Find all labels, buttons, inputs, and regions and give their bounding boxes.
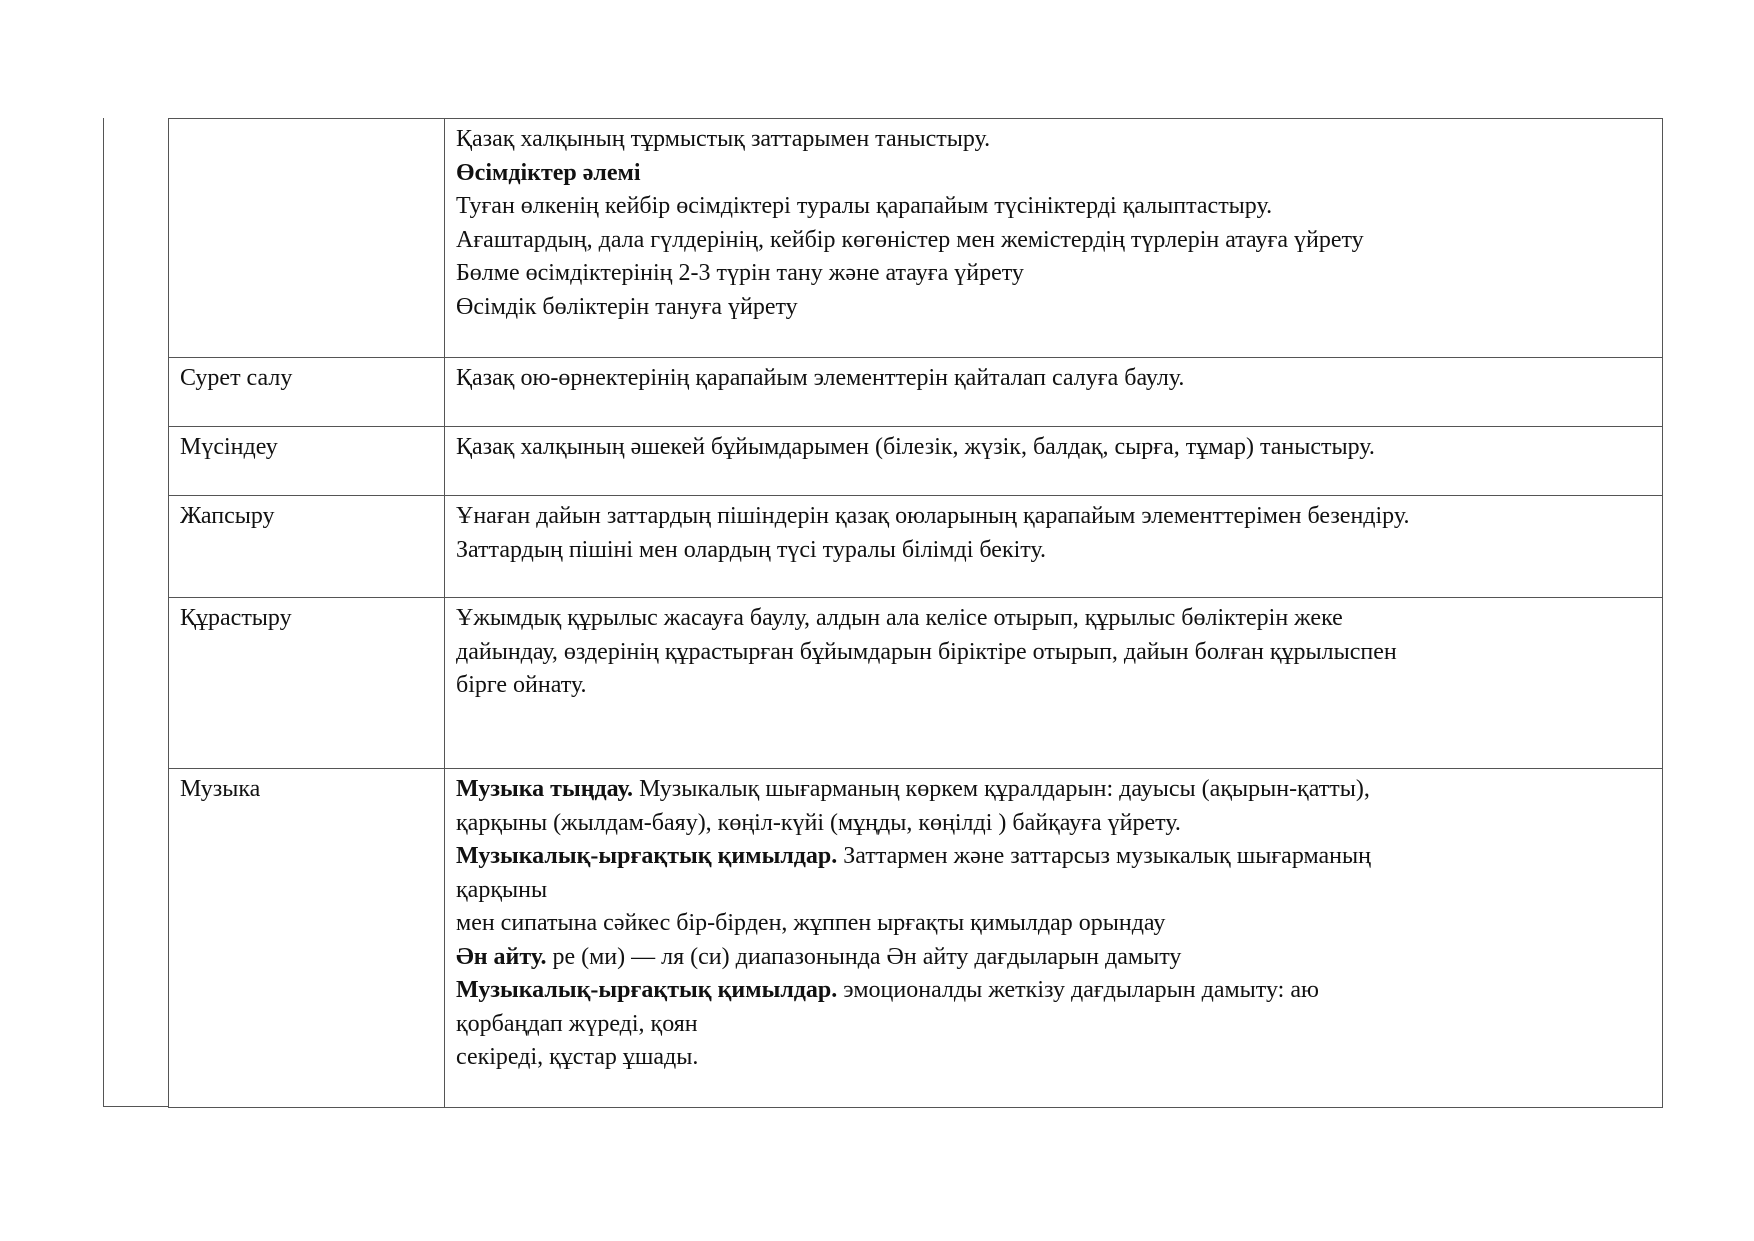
content-line: секіреді, құстар ұшады.	[456, 1044, 699, 1070]
content-line: Ұжымдық құрылыс жасауға баулу, алдын ала келісе отырып, құрылыс бөліктерін жеке	[456, 605, 1343, 631]
content-cell	[445, 427, 1663, 496]
content-cell	[445, 598, 1663, 769]
content-cell	[445, 496, 1663, 598]
content-line: қарқыны (жылдам-баяу), көңіл-күйі (мұңды, көңілді ) байқауға үйрету.	[456, 809, 1181, 836]
content-line: Музыка тыңдау. Музыкалық шығарманың көркем құралдарын: дауысы (ақырын-қатты),	[456, 776, 1370, 802]
content-line: қарқыны	[456, 876, 548, 903]
table-row	[169, 427, 1663, 496]
content-line: дайындау, өздерінің құрастырған бұйымдарын біріктіре отырып, дайын болған құрылыспен	[456, 638, 1397, 665]
content-line	[456, 157, 1652, 191]
content-line: бірге ойнату.	[456, 672, 587, 698]
content-line: Туған өлкенің кейбір өсімдіктері туралы қарапайым түсініктерді қалыптастыру.	[456, 193, 1273, 219]
table-row	[169, 119, 1663, 358]
curriculum-table	[168, 118, 1663, 1108]
content-cell	[445, 119, 1663, 358]
table-row	[169, 358, 1663, 427]
content-line: Ағаштардың, дала гүлдерінің, кейбір көгөністер мен жемістердің түрлерін атауға үйрету	[456, 226, 1364, 253]
content-line: Заттардың пішіні мен олардың түсі туралы білімді бекіту.	[456, 536, 1047, 563]
content-line: мен сипатына сәйкес бір-бірден, жұппен ырғақты қимылдар орындау	[456, 910, 1166, 936]
content-line: Өсімдік бөліктерін тануға үйрету	[456, 293, 798, 320]
content-line: Бөлме өсімдіктерінің 2-3 түрін тану және атауға үйрету	[456, 260, 1024, 286]
subject-cell: Музыка	[169, 769, 445, 1108]
content-cell	[445, 769, 1663, 1108]
table-row	[169, 496, 1663, 598]
subject-cell: Мүсіндеу	[169, 427, 445, 496]
content-line: Музыкалық-ырғақтық қимылдар. Заттармен және заттарсыз музыкалық шығарманың	[456, 843, 1371, 869]
content-line: қорбаңдап жүреді, қоян	[456, 1010, 698, 1037]
subject-cell: Сурет салу	[169, 358, 445, 427]
outer-column-left-border	[103, 118, 104, 1107]
section-heading: Өсімдіктер әлемі	[456, 159, 641, 186]
subject-cell	[169, 119, 445, 358]
content-line: Қазақ халқының тұрмыстық заттарымен таныстыру.	[456, 126, 991, 152]
subject-cell: Құрастыру	[169, 598, 445, 769]
table-row	[169, 598, 1663, 769]
table-row	[169, 769, 1663, 1108]
content-line: Қазақ халқының әшекей бұйымдарымен (білезік, жүзік, балдақ, сырға, тұмар) таныстыру.	[456, 434, 1375, 460]
content-line: Ұнаған дайын заттардың пішіндерін қазақ оюларының қарапайым элементтерімен безендіру.	[456, 503, 1410, 529]
content-line: Ән айту. ре (ми) — ля (си) диапазонында Ән айту дағдыларын дамыту	[456, 943, 1182, 970]
content-line: Музыкалық-ырғақтық қимылдар. эмоционалды жеткізу дағдыларын дамыту: аю	[456, 977, 1319, 1003]
content-cell	[445, 358, 1663, 427]
content-line: Қазақ ою-өрнектерінің қарапайым элементтерін қайталап салуға баулу.	[456, 365, 1185, 391]
subject-cell: Жапсыру	[169, 496, 445, 598]
outer-column-bottom-border	[103, 1106, 168, 1107]
